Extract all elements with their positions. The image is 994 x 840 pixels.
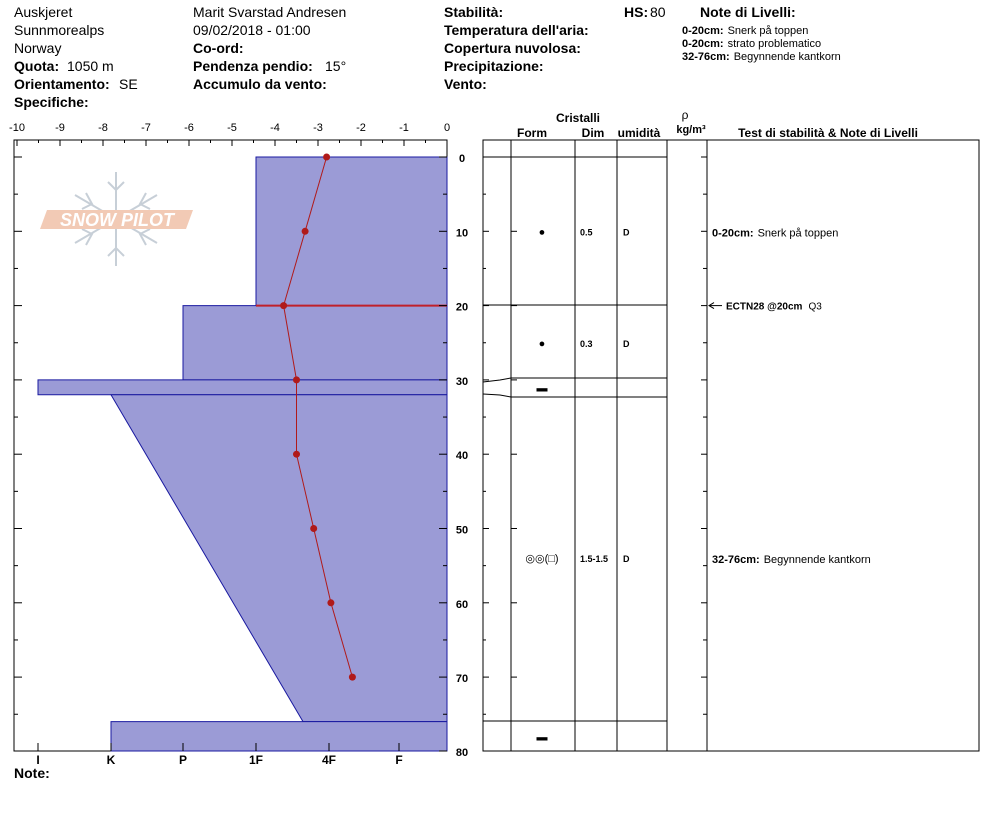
slope-value: 15° [325, 58, 347, 74]
temperature-point [323, 154, 330, 161]
depth-tick-label: 80 [455, 747, 469, 759]
header [14, 4, 841, 110]
size-header: Dim [581, 126, 605, 140]
moisture-value: D [623, 554, 630, 565]
precip-label: Precipitazione: [444, 58, 544, 74]
temp-tick-label: -4 [270, 122, 280, 134]
right-depth-ticks [483, 157, 707, 751]
moisture-value: D [623, 227, 630, 238]
hardness-bar [183, 306, 447, 380]
depth-tick-label: 70 [455, 673, 469, 686]
hardness-bar [111, 395, 447, 722]
grain-form: ● [538, 337, 546, 350]
logo-text: SNOW PILOT [60, 210, 174, 230]
temp-tick-label: -1 [399, 122, 409, 134]
grain-size: 0.5 [580, 227, 593, 238]
depth-tick-label: 30 [455, 375, 469, 388]
density-symbol: ρ [681, 108, 689, 122]
observer: Marit Svarstad Andresen [193, 4, 347, 20]
moisture-value: D [623, 338, 630, 349]
temp-tick-label: -8 [98, 122, 108, 134]
temp-tick-label: -10 [9, 122, 25, 134]
stability-tests [709, 302, 822, 313]
layer-notes-column [712, 227, 871, 566]
temperature-point [280, 302, 287, 309]
hs-value: 80 [650, 4, 666, 20]
temperature-point [293, 376, 300, 383]
temp-tick-label: -3 [313, 122, 323, 134]
stability-label: Stabilità: [444, 4, 504, 20]
layer-note-1: 0-20cm: Snerk på toppen [682, 25, 809, 37]
location: Auskjeret [14, 4, 73, 20]
depth-tick-label: 60 [455, 598, 469, 611]
grain-form: ▬ [536, 731, 548, 744]
table-layer-note: 0-20cm: Snerk på toppen [712, 227, 839, 240]
hardness-tick-label: 1F [248, 753, 264, 767]
temp-tick-label: -5 [227, 122, 237, 134]
hardness-tick-label: I [36, 753, 40, 767]
hs-label: HS: [624, 4, 649, 20]
specifics-label: Specifiche: [14, 94, 89, 110]
depth-tick-label: 40 [455, 450, 469, 463]
hardness-tick-label: P [178, 753, 188, 767]
aspect-label: Orientamento: [14, 76, 110, 92]
table-boundary-connector [483, 394, 511, 397]
density-unit: kg/m³ [676, 124, 706, 136]
temperature-point [293, 451, 300, 458]
elevation-value: 1050 m [67, 58, 114, 74]
coords-label: Co-ord: [193, 40, 244, 56]
depth-tick-label: 20 [455, 301, 469, 314]
datetime: 09/02/2018 - 01:00 [193, 22, 311, 38]
depth-tick-label: 50 [455, 524, 469, 537]
aspect-value: SE [119, 76, 138, 92]
slope-label: Pendenza pendio: [193, 58, 313, 74]
temp-tick-label: 0 [443, 122, 451, 134]
layer-notes-title: Note di Livelli: [700, 4, 796, 20]
hardness-bar [111, 722, 447, 751]
elevation-label: Quota: [14, 58, 60, 74]
form-header: Form [517, 126, 547, 140]
country: Norway [14, 40, 62, 56]
note-label: Note: [14, 765, 50, 781]
layer-note-3: 32-76cm: Begynnende kantkorn [682, 51, 841, 63]
air-temp-label: Temperatura dell'aria: [444, 22, 589, 38]
layers-table [483, 108, 979, 751]
grain-size: 0.3 [580, 338, 593, 349]
cloud-cover-label: Copertura nuvolosa: [444, 40, 581, 56]
tests-notes-header: Test di stabilità & Note di Livelli [738, 126, 918, 140]
temp-tick-label: -9 [55, 122, 65, 134]
temperature-axis [9, 122, 450, 146]
stability-test-result: ECTN28 @20cm Q3 [726, 301, 822, 313]
temperature-point [310, 525, 317, 532]
table-layer-note: 32-76cm: Begynnende kantkorn [712, 554, 871, 567]
moisture-header: umidità [617, 126, 661, 140]
crystals-header: Cristalli [555, 111, 601, 125]
depth-tick-label: 0 [458, 153, 466, 165]
layer-note-2: 0-20cm: strato problematico [682, 38, 822, 50]
layer-rows [525, 226, 630, 743]
temp-tick-label: -6 [184, 122, 194, 134]
grain-size: 1.5-1.5 [580, 554, 609, 565]
temperature-point [327, 599, 334, 606]
temperature-point [302, 228, 309, 235]
grain-form: ◎◎(□) [525, 553, 559, 566]
temp-tick-label: -7 [141, 122, 151, 134]
wind-label: Vento: [444, 76, 487, 92]
depth-tick-label: 10 [455, 227, 469, 240]
range: Sunnmorealps [14, 22, 105, 38]
temperature-point [349, 674, 356, 681]
temp-tick-label: -2 [356, 122, 366, 134]
hardness-bar [256, 157, 447, 306]
wind-loading-label: Accumulo da vento: [193, 76, 327, 92]
grain-form: ▬ [536, 382, 548, 395]
hardness-tick-label: 4F [321, 753, 337, 767]
hardness-tick-label: F [395, 753, 403, 767]
hardness-profile [38, 157, 447, 751]
hardness-tick-label: K [106, 753, 116, 767]
grain-form: ● [538, 226, 546, 239]
snowpilot-logo [40, 172, 193, 266]
hardness-bar [38, 380, 447, 395]
